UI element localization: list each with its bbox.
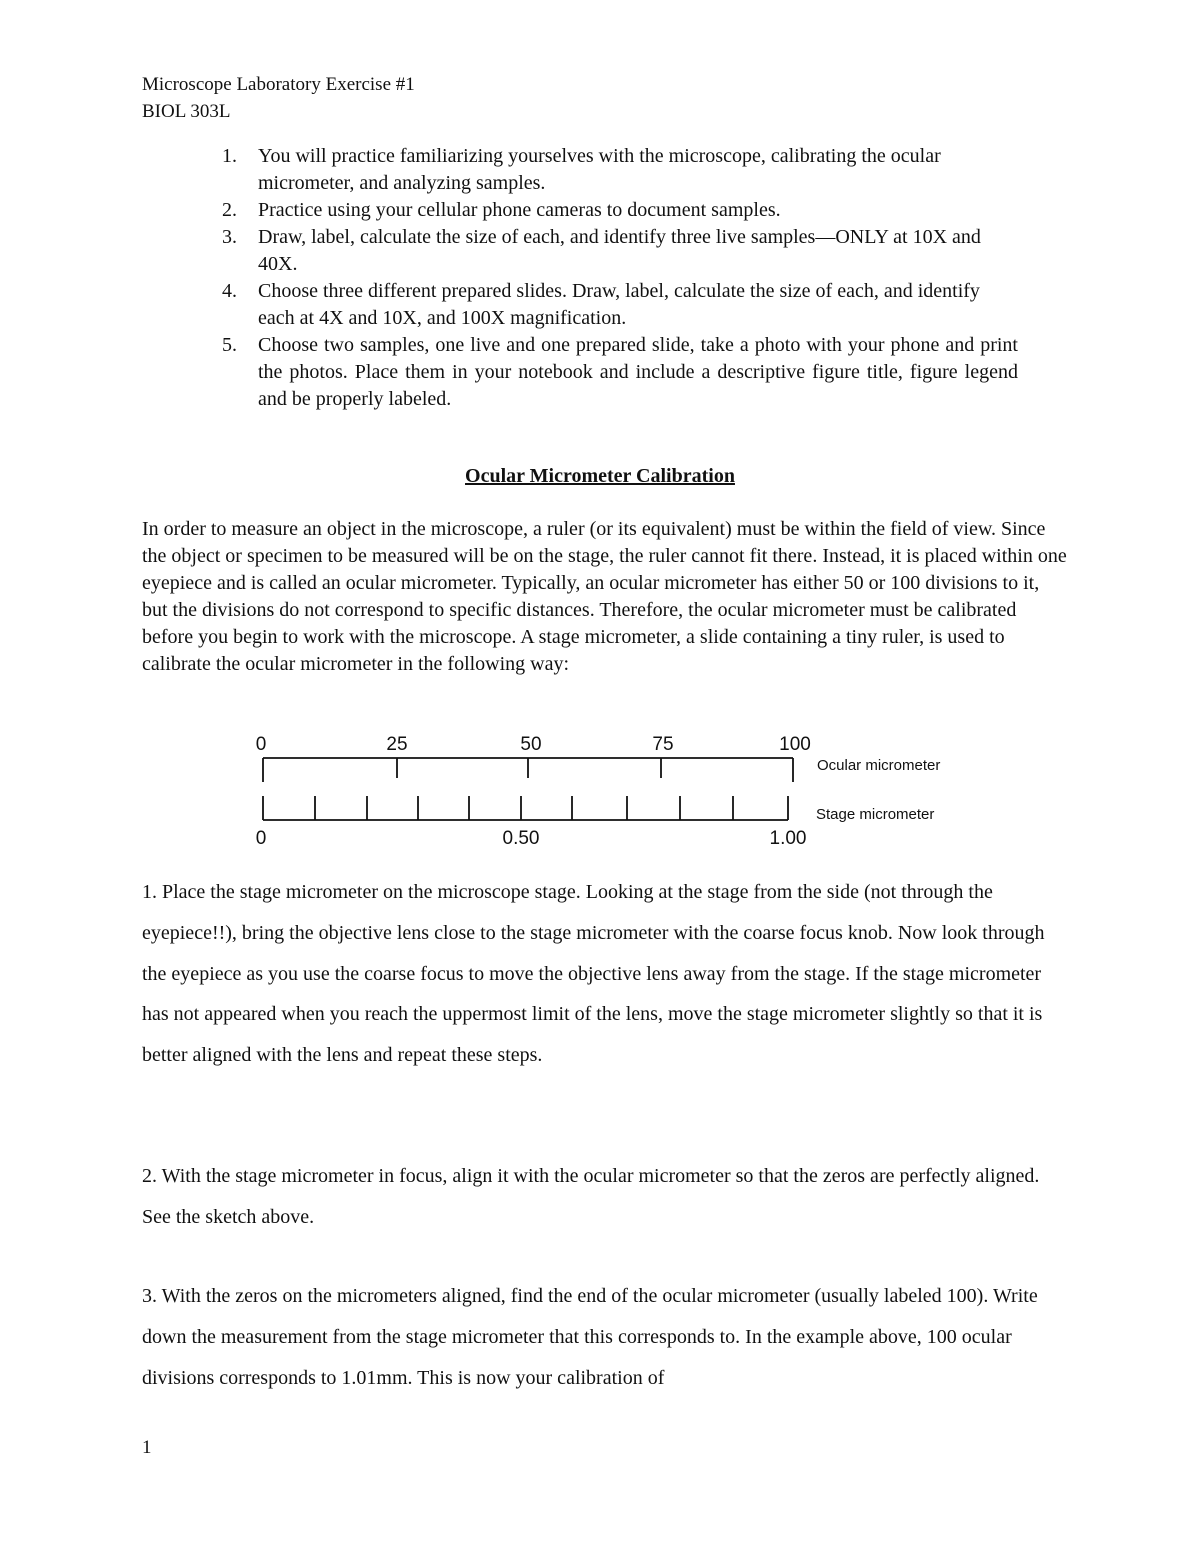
stage-micrometer-ruler bbox=[263, 796, 788, 820]
ocular-label-75: 75 bbox=[652, 734, 674, 755]
list-item bbox=[218, 332, 1018, 413]
ocular-label-100: 100 bbox=[779, 734, 811, 755]
list-item bbox=[218, 143, 1018, 197]
stage-micrometer-label: Stage micrometer bbox=[816, 806, 935, 823]
course-code: BIOL 303L bbox=[142, 101, 231, 122]
list-item-number: 2. bbox=[222, 199, 237, 221]
list-item-text: Choose three different prepared slides. Draw, label, calculate the size of each, and identify each at 4X and 10X, and 100X magnification. bbox=[258, 280, 980, 329]
list-item-number: 5. bbox=[222, 334, 237, 356]
list-item-number: 4. bbox=[222, 280, 237, 302]
calibration-step-2: 2. With the stage micrometer in focus, align it with the ocular micrometer so that the zeros are perfectly aligned. See the sketch above. bbox=[142, 1165, 1040, 1228]
intro-paragraph: In order to measure an object in the microscope, a ruler (or its equivalent) must be within the field of view. Since the object or specimen to be measured will be on the stage, the ruler cannot fit there. Instead, it is placed within one eyepiece and is called an ocular micrometer. Typically, an ocular micrometer has either 50 or 100 divisions to it, but the divisions do not correspond to specific distances. Therefore, the ocular micrometer must be calibrated before you begin to work with the microscope. A stage micrometer, a slide containing a tiny ruler, is used to calibrate the ocular micrometer in the following way: bbox=[142, 518, 1067, 675]
ocular-label-0: 0 bbox=[255, 734, 267, 755]
list-item-text: Choose two samples, one live and one prepared slide, take a photo with your phone and print the photos. Place them in your notebook and include a descriptive figure title, figure legend and be properly labeled. bbox=[258, 334, 1018, 410]
list-item-text: Draw, label, calculate the size of each, and identify three live samples—ONLY at 10X and 40X. bbox=[258, 226, 981, 275]
list-item-text: You will practice familiarizing yourselves with the microscope, calibrating the ocular micrometer, and analyzing samples. bbox=[258, 145, 941, 194]
task-list bbox=[218, 143, 1018, 413]
list-item bbox=[218, 278, 1018, 332]
course-exercise-title: Microscope Laboratory Exercise #1 bbox=[142, 74, 415, 95]
ocular-label-25: 25 bbox=[386, 734, 408, 755]
ocular-micrometer-ruler bbox=[263, 758, 793, 782]
list-item bbox=[218, 224, 1018, 278]
calibration-step-3: 3. With the zeros on the micrometers aligned, find the end of the ocular micrometer (usually labeled 100). Write down the measurement from the stage micrometer that this corresponds to. In the example above, 100 ocular divisions corresponds to 1.01mm. This is now your calibration of bbox=[142, 1285, 1038, 1389]
list-item-number: 1. bbox=[222, 145, 237, 167]
stage-label-100: 1.00 bbox=[769, 828, 807, 849]
list-item-text: Practice using your cellular phone cameras to document samples. bbox=[258, 199, 781, 221]
list-item-number: 3. bbox=[222, 226, 237, 248]
micrometer-svg bbox=[230, 726, 970, 856]
micrometer-diagram bbox=[230, 726, 970, 856]
list-item bbox=[218, 197, 1018, 224]
ocular-label-50: 50 bbox=[520, 734, 542, 755]
page-number: 1 bbox=[142, 1437, 152, 1458]
section-title: Ocular Micrometer Calibration bbox=[465, 465, 735, 487]
stage-label-0: 0 bbox=[255, 828, 267, 849]
stage-label-050: 0.50 bbox=[502, 828, 540, 849]
calibration-step-1: 1. Place the stage micrometer on the microscope stage. Looking at the stage from the side (not through the eyepiece!!), bring the objective lens close to the stage micrometer with the coarse focus knob. Now look through the eyepiece as you use the coarse focus to move the objective lens away from the stage. If the stage micrometer has not appeared when you reach the uppermost limit of the lens, move the stage micrometer slightly so that it is better aligned with the lens and repeat these steps. bbox=[142, 881, 1045, 1067]
ocular-micrometer-label: Ocular micrometer bbox=[817, 757, 941, 774]
